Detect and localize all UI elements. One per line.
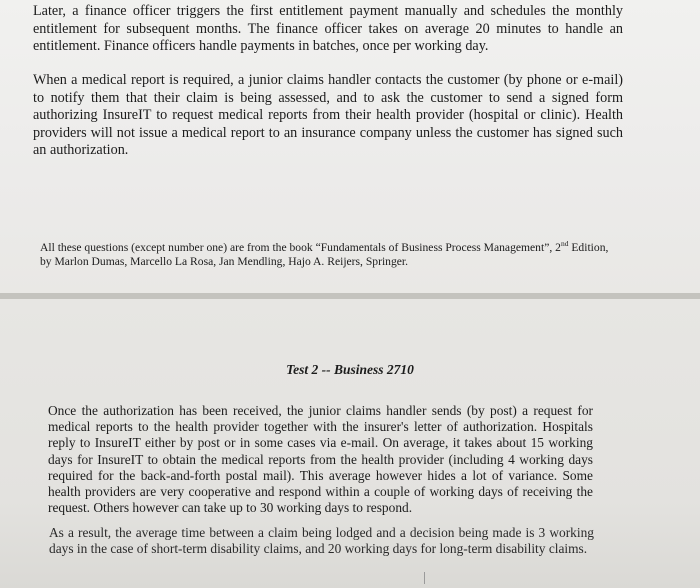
source-note [40, 237, 620, 270]
authorization-paragraph: Once the authorization has been received, the junior claims handler sends (by post) a request for medical reports to the health provider together with the insurer's letter of authorization. Hospitals reply to InsureIT either by post or in some cases via e-mail. On average, it takes about 15 working days for InsureIT to obtain the medical reports from the health provider (including 4 working days required for the back-and-forth postal mail). This average however hides a lot of variance. Some health providers are very cooperative and respond within a couple of working days of receiving the request. Others however can take up to 30 working days to respond. [48, 403, 593, 516]
page-title: Test 2 -- Business 2710 [286, 362, 414, 377]
medical-report-paragraph: When a medical report is required, a junior claims handler contacts the customer (by phone or e-mail) to notify them that their claim is being assessed, and to ask the customer to send a signed form authorizing InsureIT to request medical reports from their health provider (hospital or clinic). Health providers will not issue a medical report to an insurance company unless the customer has signed such an authorization. [33, 72, 623, 159]
text-cursor [424, 572, 425, 584]
source-note-authors: Edition, by Marlon Dumas, Marcello La Rosa, Jan Mendling, Hajo A. Reijers, Springer. [40, 240, 609, 269]
top-page [0, 0, 700, 293]
entitlement-paragraph: Later, a finance officer triggers the first entitlement payment manually and schedules the monthly entitlement for subsequent months. The finance officer takes on average 20 minutes to handle an entitlement. Finance officers handle payments in batches, once per working day. [33, 3, 623, 55]
result-paragraph: As a result, the average time between a claim being lodged and a decision being made is 3 working days in the case of short-term disability claims, and 20 working days for long-term disability claims. [49, 525, 594, 557]
source-note-text: All these questions (except number one) are from the book “Fundamentals of Business Process Management”, 2 [40, 240, 561, 254]
edition-superscript: nd [560, 239, 569, 248]
